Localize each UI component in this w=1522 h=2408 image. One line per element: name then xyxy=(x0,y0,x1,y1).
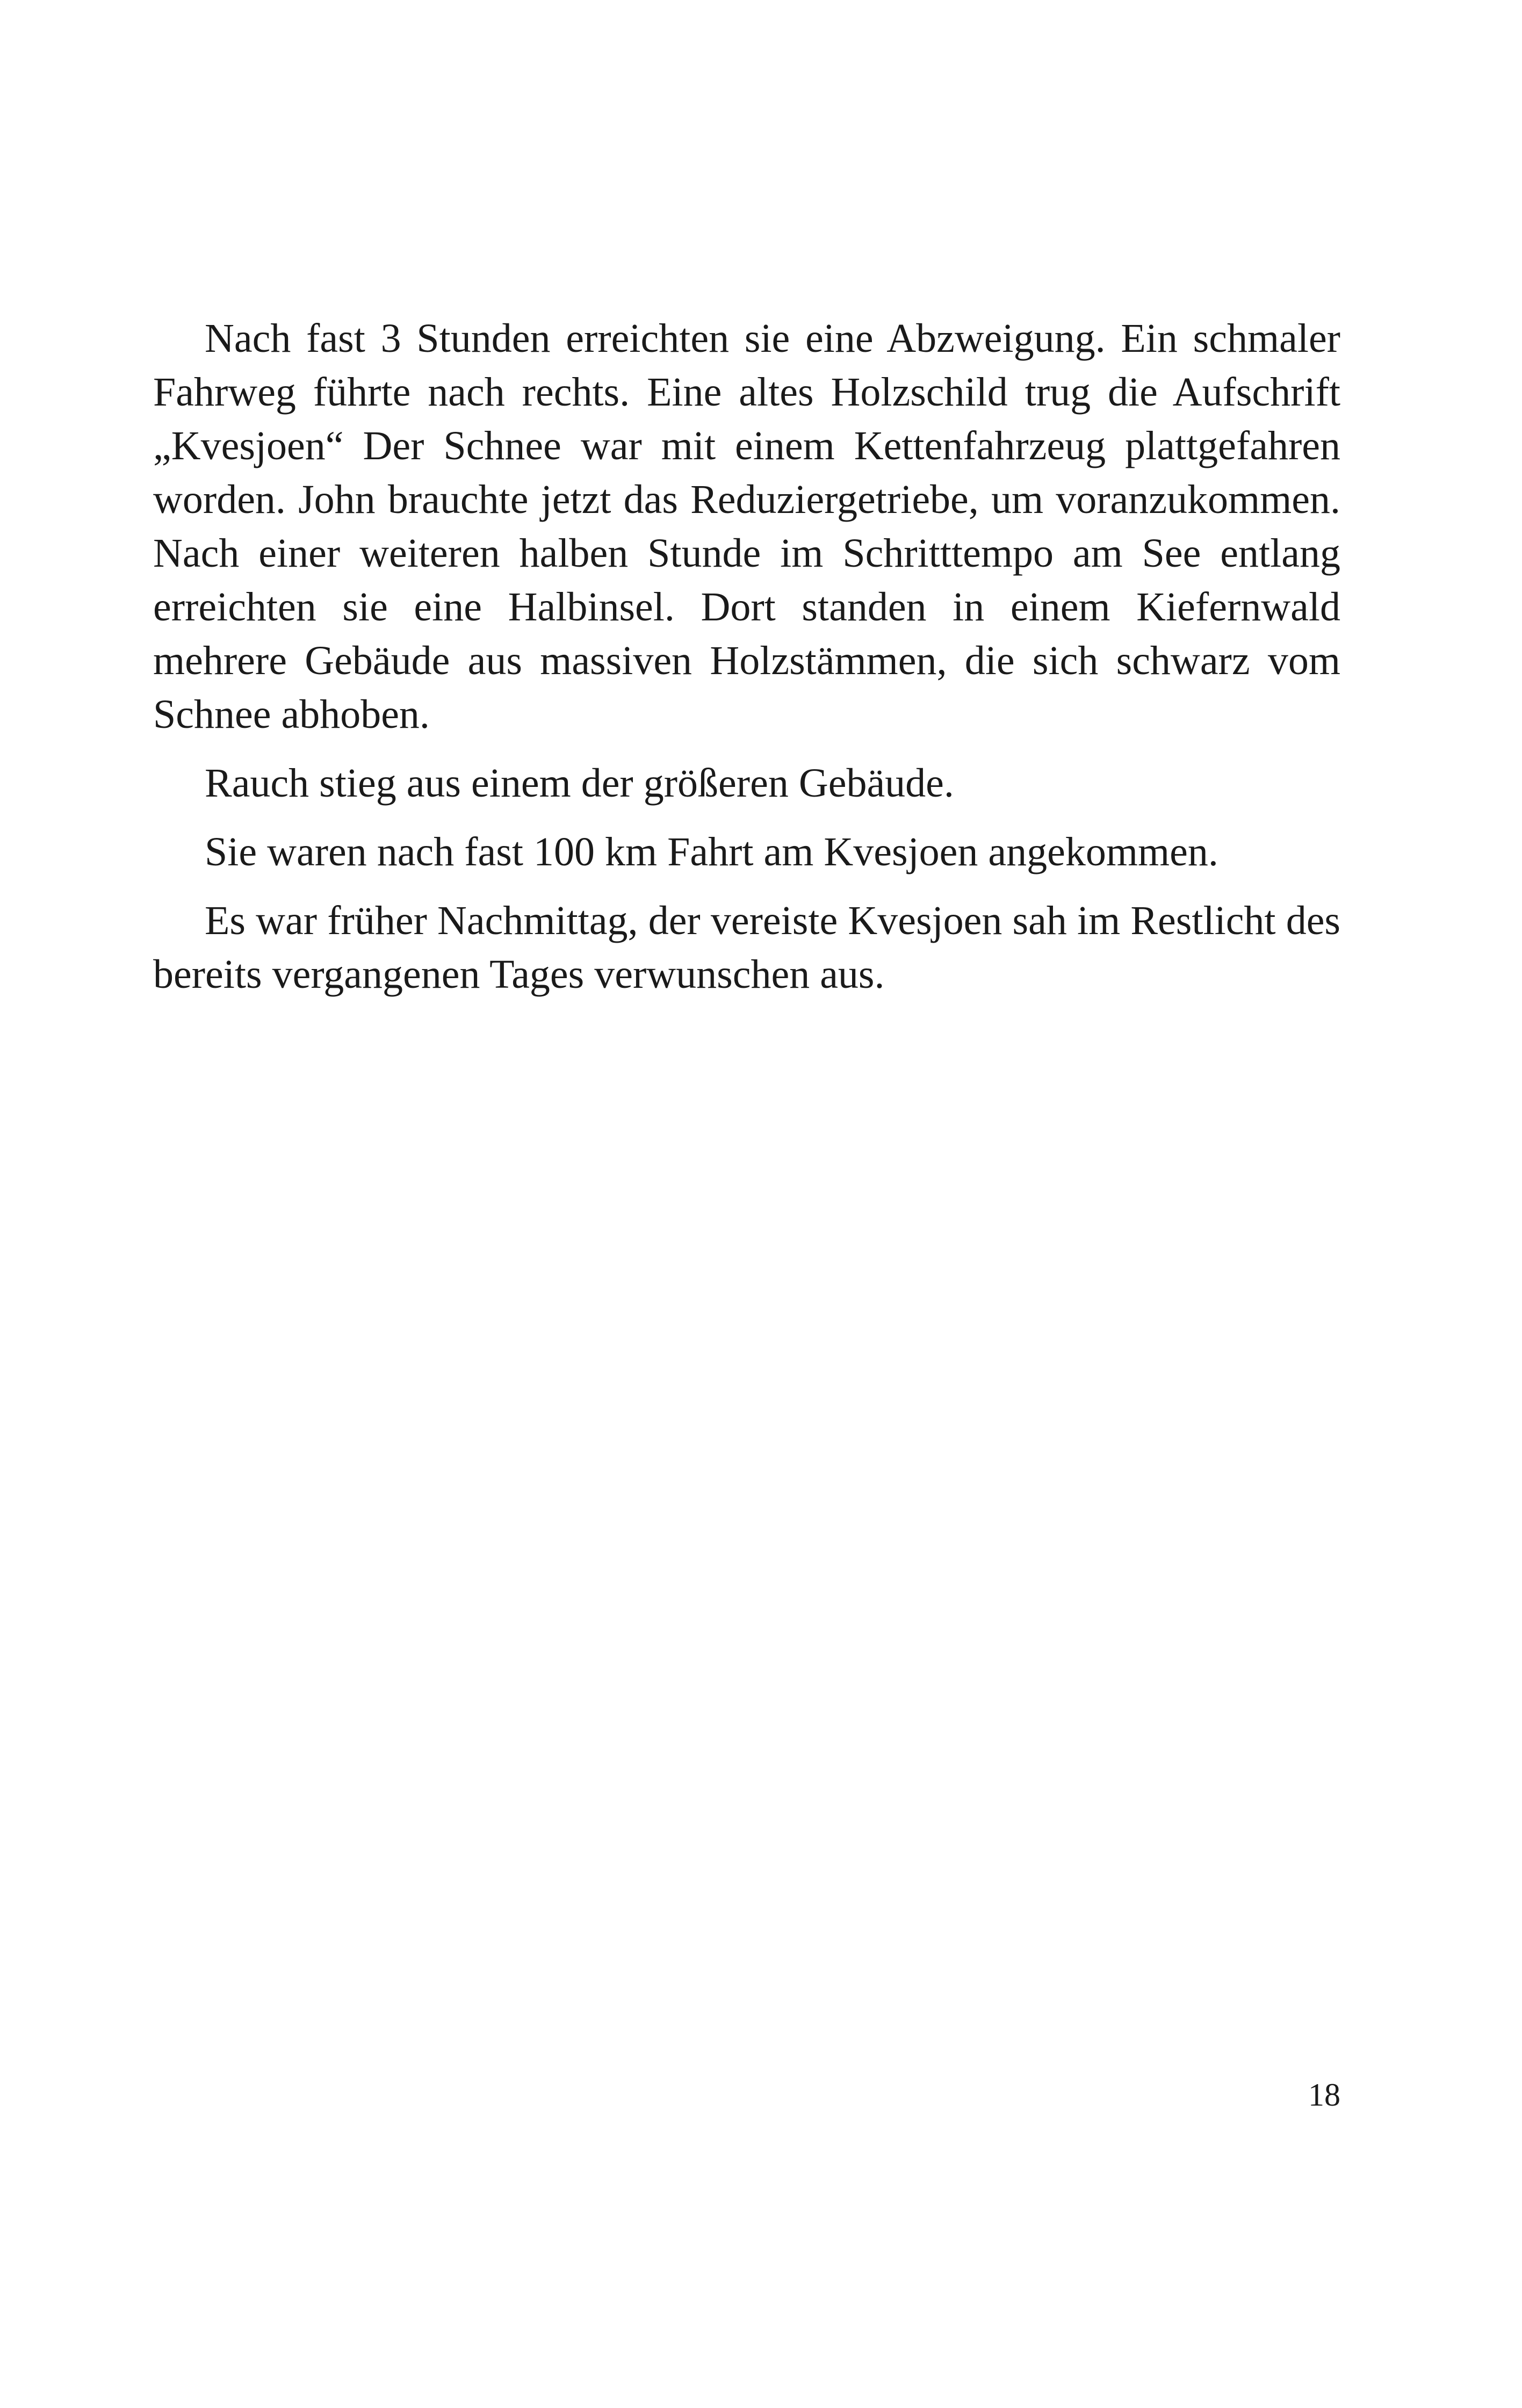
body-text xyxy=(153,312,1340,1016)
paragraph-3: Sie waren nach fast 100 km Fahrt am Kvesjoen angekommen. xyxy=(205,829,1218,874)
paragraph-2: Rauch stieg aus einem der größeren Gebäude. xyxy=(205,761,954,806)
page-number: 18 xyxy=(1308,2077,1340,2113)
paragraph-1: Nach fast 3 Stunden erreichten sie eine Abzweigung. Ein schmaler Fahrweg führte nach rechts. Eine altes Holzschild trug die Aufschrift „Kvesjoen“ Der Schnee war mit einem Kettenfahrzeug plattgefahren worden. John brauchte jetzt das Reduziergetriebe, um voranzukommen. Nach einer weiteren halben Stunde im Schritttempo am See entlang erreichten sie eine Halbinsel. Dort standen in einem Kiefernwald mehrere Gebäude aus massiven Holzstämmen, die sich schwarz vom Schnee abhoben. xyxy=(153,316,1340,737)
paragraph-4: Es war früher Nachmittag, der vereiste Kvesjoen sah im Restlicht des bereits vergangenen Tages verwunschen aus. xyxy=(153,898,1340,997)
